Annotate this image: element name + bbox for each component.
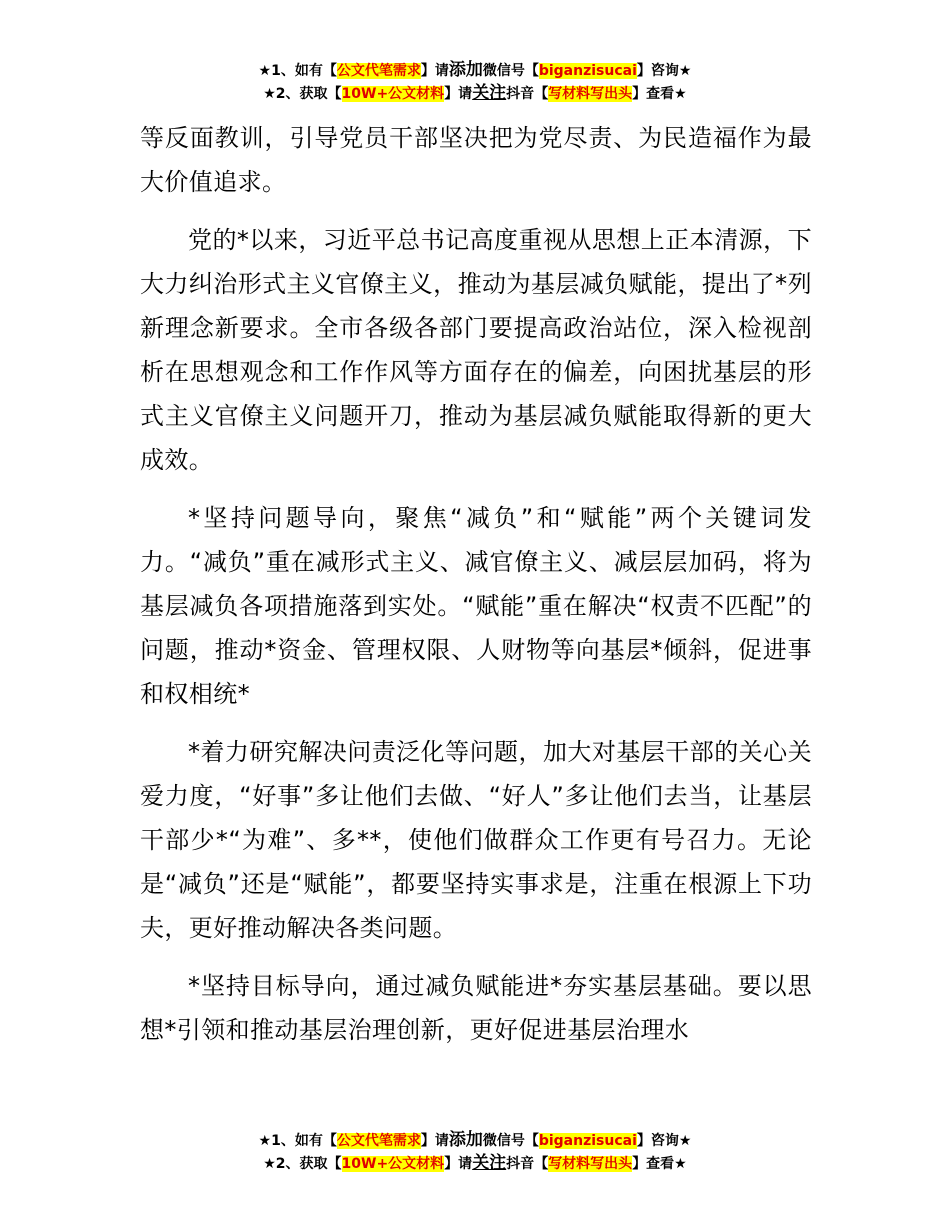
footer-line2-lbracket: 【 (327, 1156, 342, 1172)
header-line2-prefix: ★2、获取 (263, 86, 328, 102)
footer-line2-lbracket-2: 【 (534, 1156, 549, 1172)
paragraph-2: 党的*以来，习近平总书记高度重视从思想上正本清源，下大力纠治形式主义官僚主义，推动为基层减负赋能，提出了*列新理念新要求。全市各级各部门要提高政治站位，深入检视剖析在思想观念和工作作风等方面存在的偏差，向困扰基层的形式主义官僚主义问题开刀，推动为基层减负赋能取得新的更大成效。 (140, 226, 812, 474)
footer-wechat-label: 微信号 (482, 1133, 525, 1149)
header-line2-rbracket: 】请 (444, 86, 473, 102)
footer-line2-prefix: ★2、获取 (263, 1156, 328, 1172)
header-wechat-label: 微信号 (482, 63, 525, 79)
header-line1-suffix: 】咨询★ (636, 63, 692, 79)
footer-line-1 (0, 1129, 950, 1152)
header-line1-lbracket: 【 (322, 63, 337, 79)
header-add-text: 添加 (448, 60, 483, 80)
header-line-2 (0, 82, 950, 105)
footer-line1-prefix: ★1、如有 (258, 1133, 323, 1149)
header-douyin-id: 写材料写出头 (548, 86, 633, 102)
footer-highlight-materials: 10W+公文材料 (341, 1156, 445, 1172)
header-line-1 (0, 59, 950, 82)
footer-wechat-id: biganzisucai (538, 1133, 637, 1149)
footer-highlight-need: 公文代笔需求 (336, 1133, 421, 1149)
footer-line-2 (0, 1152, 950, 1175)
footer-douyin-label: 抖音 (506, 1156, 535, 1172)
document-body (140, 116, 812, 1066)
footer-banner (0, 1129, 950, 1175)
footer-douyin-id: 写材料写出头 (548, 1156, 633, 1172)
header-line2-lbracket-2: 【 (534, 86, 549, 102)
header-line2-lbracket: 【 (327, 86, 342, 102)
paragraph-5: *坚持目标导向，通过减负赋能进*夯实基层基础。要以思想*引领和推动基层治理创新，更好促进基层治理水 (140, 972, 812, 1044)
footer-line1-lbracket-2: 【 (524, 1133, 539, 1149)
header-wechat-id: biganzisucai (538, 63, 637, 79)
footer-line1-rbracket: 】请 (420, 1133, 449, 1149)
footer-line1-lbracket: 【 (322, 1133, 337, 1149)
header-line1-rbracket: 】请 (420, 63, 449, 79)
footer-follow-text: 关注 (472, 1153, 507, 1173)
header-douyin-label: 抖音 (506, 86, 535, 102)
footer-line2-rbracket: 】请 (444, 1156, 473, 1172)
paragraph-3: *坚持问题导向，聚焦“减负”和“赋能”两个关键词发力。“减负”重在减形式主义、减官僚主义、减层层加码，将为基层减负各项措施落到实处。“赋能”重在解决“权责不匹配”的问题，推动*资金、管理权限、人财物等向基层*倾斜，促进事和权相统* (140, 504, 812, 708)
paragraph-4: *着力研究解决问责泛化等问题，加大对基层干部的关心关爱力度，“好事”多让他们去做、“好人”多让他们去当，让基层干部少*“为难”、多**，使他们做群众工作更有号召力。无论是“减负”还是“赋能”，都要坚持实事求是，注重在根源上下功夫，更好推动解决各类问题。 (140, 738, 812, 942)
footer-add-text: 添加 (448, 1130, 483, 1150)
header-line1-lbracket-2: 【 (524, 63, 539, 79)
header-banner (0, 59, 950, 105)
header-follow-text: 关注 (472, 83, 507, 103)
footer-line2-suffix: 】查看★ (632, 1156, 687, 1172)
paragraph-1: 等反面教训，引导党员干部坚决把为党尽责、为民造福作为最大价值追求。 (140, 124, 812, 196)
header-highlight-materials: 10W+公文材料 (341, 86, 445, 102)
header-highlight-need: 公文代笔需求 (336, 63, 421, 79)
header-line2-suffix: 】查看★ (632, 86, 687, 102)
header-line1-prefix: ★1、如有 (258, 63, 323, 79)
footer-line1-suffix: 】咨询★ (636, 1133, 692, 1149)
